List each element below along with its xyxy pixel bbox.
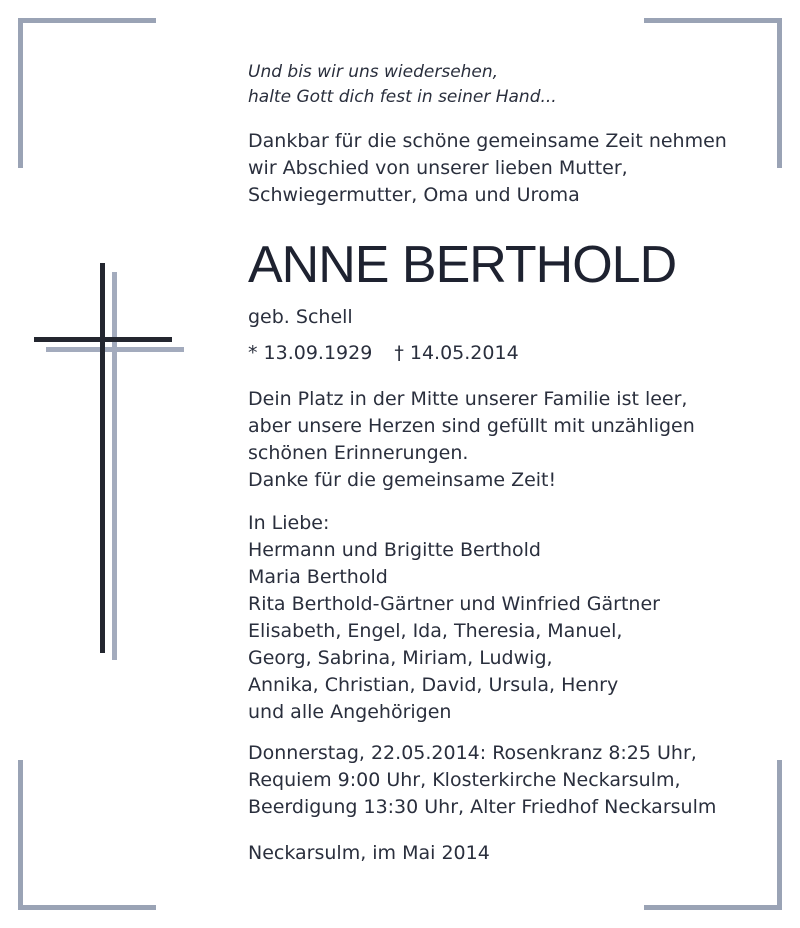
birth-date: * 13.09.1929 — [248, 342, 373, 364]
place-date: Neckarsulm, im Mai 2014 — [248, 842, 490, 864]
remembrance-line: aber unsere Herzen sind gefüllt mit unzähligen — [248, 415, 695, 437]
service-line: Requiem 9:00 Uhr, Klosterkirche Neckarsulm, — [248, 769, 681, 791]
mourner-line: Georg, Sabrina, Miriam, Ludwig, — [248, 647, 553, 669]
mourner-line: Maria Berthold — [248, 566, 388, 588]
mourners-heading: In Liebe: — [248, 512, 330, 534]
service-line: Donnerstag, 22.05.2014: Rosenkranz 8:25 Uhr, — [248, 742, 697, 764]
intro-line: Dankbar für die schöne gemeinsame Zeit nehmen — [248, 130, 727, 152]
motto-line: Und bis wir uns wiedersehen, — [248, 62, 499, 82]
service-details — [248, 740, 716, 821]
mourners-list — [248, 510, 660, 726]
mourner-line: und alle Angehörigen — [248, 701, 452, 723]
remembrance-line: Danke für die gemeinsame Zeit! — [248, 469, 557, 491]
intro-text — [248, 128, 727, 209]
motto — [248, 60, 557, 110]
remembrance-line: schönen Erinnerungen. — [248, 442, 469, 464]
motto-line: halte Gott dich fest in seiner Hand... — [248, 87, 557, 107]
service-line: Beerdigung 13:30 Uhr, Alter Friedhof Neckarsulm — [248, 796, 717, 818]
intro-line: wir Abschied von unserer lieben Mutter, — [248, 157, 628, 179]
intro-line: Schwiegermutter, Oma und Uroma — [248, 184, 580, 206]
mourner-line: Annika, Christian, David, Ursula, Henry — [248, 674, 619, 696]
deceased-name: ANNE BERTHOLD — [248, 236, 677, 294]
mourner-line: Rita Berthold-Gärtner und Winfried Gärtner — [248, 593, 660, 615]
death-date: † 14.05.2014 — [394, 342, 519, 364]
remembrance-line: Dein Platz in der Mitte unserer Familie ist leer, — [248, 388, 688, 410]
mourner-line: Elisabeth, Engel, Ida, Theresia, Manuel, — [248, 620, 623, 642]
birth-name: geb. Schell — [248, 306, 353, 328]
remembrance-text — [248, 386, 695, 494]
mourner-line: Hermann und Brigitte Berthold — [248, 539, 541, 561]
life-dates — [248, 340, 519, 367]
